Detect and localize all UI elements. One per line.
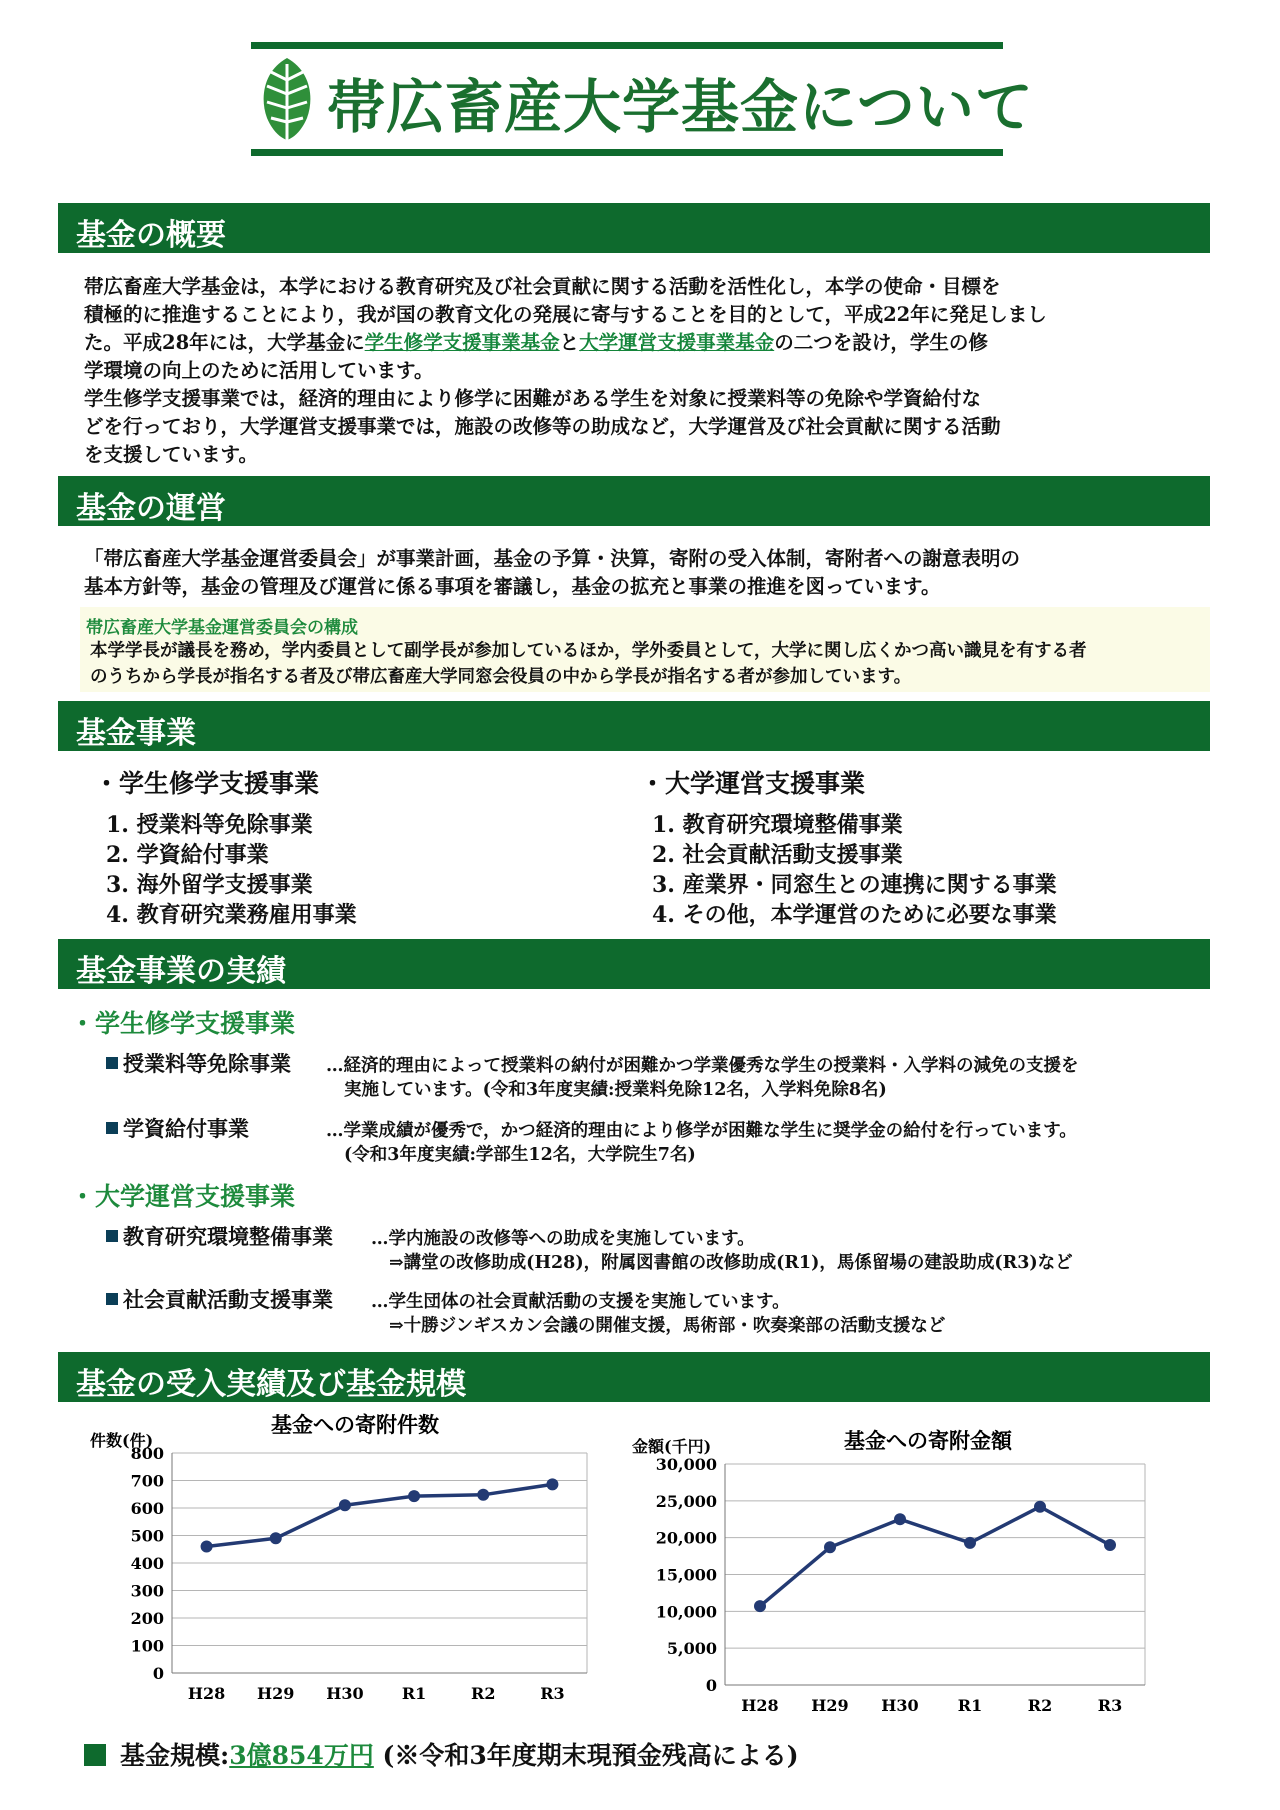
overview-line: 帯広畜産大学基金は，本学における教育研究及び社会貢献に関する活動を活性化し，本学の使命・目標を [84, 275, 1001, 298]
result-desc: …経済的理由によって授業料の納付が困難かつ学業優秀な学生の授業料・入学料の減免の支援を [326, 1056, 1079, 1076]
results-subheading-student: ・学生修学支援事業 [70, 1009, 296, 1038]
data-point [824, 1541, 836, 1553]
result-name-text: 授業料等免除事業 [123, 1051, 291, 1076]
x-tick-label: H30 [881, 1696, 919, 1715]
overview-paragraph [84, 273, 1194, 469]
student-support-column [94, 764, 614, 930]
y-tick-label: 0 [705, 1676, 717, 1695]
x-tick-label: H28 [741, 1696, 779, 1715]
donation-amount-chart [628, 1420, 1158, 1720]
fund-size-amount: 3億854万円 [229, 1741, 374, 1770]
result-name [106, 1117, 249, 1141]
result-desc: 実施しています。(令和3年度実績:授業料免除12名，入学料免除8名) [344, 1080, 887, 1100]
committee-note [80, 607, 1210, 692]
project-item: 4. その他，本学運営のために必要な事業 [652, 902, 1057, 928]
data-point [408, 1490, 420, 1502]
section-heading-projects: 基金事業 [58, 701, 1210, 751]
x-tick-label: R1 [957, 1696, 983, 1715]
student-support-heading: ・学生修学支援事業 [94, 769, 320, 798]
overview-line: 学生修学支援事業では，経済的理由により修学に困難がある学生を対象に授業料等の免除や学資給付な [84, 387, 982, 410]
management-paragraph [84, 545, 1194, 601]
result-desc: ⇒講堂の改修助成(H28)，附属図書館の改修助成(R1)，馬係留場の建設助成(R3)など [389, 1253, 1073, 1273]
management-line: 基本方針等，基金の管理及び運営に係る事項を審議し，基金の拡充と事業の推進を図っています。 [84, 575, 941, 598]
y-tick-label: 15,000 [655, 1565, 717, 1585]
result-desc: …学生団体の社会貢献活動の支援を実施しています。 [371, 1292, 790, 1312]
y-axis-label: 件数(件) [90, 1431, 154, 1450]
result-name [106, 1288, 333, 1312]
donation-count-chart [90, 1410, 610, 1700]
section-heading-results: 基金事業の実績 [58, 939, 1210, 989]
overview-line: どを行っており，大学運営支援事業では，施設の改修等の助成など，大学運営及び社会貢献に関する活動 [84, 415, 1001, 438]
title-rule-bottom [251, 149, 1003, 156]
data-point [754, 1600, 766, 1612]
overview-line [84, 329, 1194, 357]
result-desc: (令和3年度実績:学部生12名，大学院生7名) [344, 1145, 696, 1165]
overview-line: 学環境の向上のために活用しています。 [84, 359, 434, 382]
y-tick-label: 5,000 [666, 1639, 717, 1659]
student-fund-link[interactable]: 学生修学支援事業基金 [364, 331, 560, 354]
y-axis-label: 金額(千円) [632, 1437, 712, 1456]
x-tick-label: R3 [1097, 1696, 1123, 1715]
result-desc: …学内施設の改修等への助成を実施しています。 [371, 1229, 755, 1249]
data-point [1034, 1501, 1046, 1513]
project-item: 2. 学資給付事業 [106, 842, 269, 868]
result-name-text: 教育研究環境整備事業 [123, 1224, 333, 1249]
project-item: 1. 授業料等免除事業 [106, 812, 313, 838]
committee-note-line: 本学学長が議長を務め，学内委員として副学長が参加しているほか，学外委員として，大学に関し広くかつ高い識見を有する者 [90, 641, 1087, 661]
operation-support-heading: ・大学運営支援事業 [640, 769, 866, 798]
data-point [1104, 1539, 1116, 1551]
results-subheading-operation: ・大学運営支援事業 [70, 1182, 296, 1211]
overview-line: を支援しています。 [84, 443, 258, 466]
chart-title: 基金への寄附件数 [271, 1412, 439, 1437]
y-tick-label: 400 [130, 1554, 164, 1573]
data-point [894, 1513, 906, 1525]
y-tick-label: 600 [130, 1499, 164, 1518]
x-tick-label: R2 [471, 1684, 496, 1700]
committee-note-line: のうちから学長が指名する者及び帯広畜産大学同窓会役員の中から学長が指名する者が参加しています。 [90, 667, 912, 687]
y-tick-label: 100 [130, 1636, 164, 1656]
data-point [546, 1478, 558, 1490]
x-tick-label: H28 [187, 1684, 226, 1700]
series-line [207, 1484, 553, 1546]
y-tick-label: 300 [130, 1581, 164, 1601]
result-name [106, 1225, 333, 1249]
result-desc: ⇒十勝ジンギスカン会議の開催支援，馬術部・吹奏楽部の活動支援など [389, 1316, 946, 1336]
square-bullet-icon [106, 1122, 118, 1134]
result-name-text: 社会貢献活動支援事業 [123, 1287, 333, 1312]
project-item: 1. 教育研究環境整備事業 [652, 812, 903, 838]
result-name [106, 1052, 291, 1076]
square-bullet-icon [106, 1230, 118, 1242]
x-tick-label: H30 [326, 1684, 364, 1700]
data-point [339, 1499, 351, 1511]
operation-fund-link[interactable]: 大学運営支援事業基金 [579, 331, 775, 354]
x-tick-label: R1 [401, 1684, 427, 1700]
square-bullet-icon [106, 1057, 118, 1069]
title-rule-top [251, 42, 1003, 49]
management-line: 「帯広畜産大学基金運営委員会」が事業計画，基金の予算・決算，寄附の受入体制，寄附者への謝意表明の [84, 547, 1021, 570]
chart-title: 基金への寄附金額 [844, 1428, 1012, 1453]
section-heading-acceptance: 基金の受入実績及び基金規模 [58, 1352, 1210, 1402]
project-item: 3. 海外留学支援事業 [106, 872, 313, 898]
project-item: 3. 産業界・同窓生との連携に関する事業 [652, 872, 1057, 898]
committee-note-title: 帯広畜産大学基金運営委員会の構成 [86, 618, 358, 638]
x-tick-label: R3 [540, 1684, 565, 1700]
project-item: 2. 社会貢献活動支援事業 [652, 842, 903, 868]
data-point [270, 1532, 282, 1544]
y-tick-label: 0 [152, 1664, 164, 1683]
y-tick-label: 25,000 [655, 1491, 717, 1511]
y-tick-label: 10,000 [655, 1602, 717, 1622]
result-desc: …学業成績が優秀で，かつ経済的理由により修学が困難な学生に奨学金の給付を行っています。 [326, 1121, 1077, 1141]
overview-line: 積極的に推進することにより，我が国の教育文化の発展に寄与することを目的として，平成22年に発足しまし [84, 303, 1047, 326]
operation-support-column [640, 764, 1160, 930]
section-heading-overview: 基金の概要 [58, 203, 1210, 253]
data-point [201, 1541, 213, 1553]
fund-size-note: (※令和3年度期末現預金残高による) [373, 1741, 799, 1770]
x-tick-label: H29 [811, 1696, 849, 1715]
square-bullet-icon [84, 1744, 106, 1766]
x-tick-label: R2 [1027, 1696, 1053, 1715]
fund-size-label: 基金規模: [120, 1741, 230, 1770]
data-point [964, 1537, 976, 1549]
data-point [477, 1489, 489, 1501]
y-tick-label: 800 [130, 1444, 164, 1463]
result-name-text: 学資給付事業 [123, 1116, 249, 1141]
leaf-icon [257, 56, 317, 142]
y-tick-label: 500 [130, 1526, 164, 1546]
y-tick-label: 700 [130, 1471, 164, 1491]
overview-text: の二つを設け，学生の修 [774, 331, 988, 354]
x-tick-label: H29 [257, 1684, 295, 1700]
y-tick-label: 200 [130, 1609, 164, 1628]
series-line [760, 1507, 1110, 1606]
fund-size-footer [84, 1736, 799, 1772]
section-heading-management: 基金の運営 [58, 476, 1210, 526]
square-bullet-icon [106, 1293, 118, 1305]
page-title-box [251, 42, 1034, 156]
page-title: 帯広畜産大学基金について [327, 73, 1034, 141]
y-tick-label: 30,000 [655, 1455, 717, 1474]
y-tick-label: 20,000 [655, 1528, 717, 1548]
project-item: 4. 教育研究業務雇用事業 [106, 902, 357, 928]
overview-text: た。平成28年には，大学基金に [84, 331, 365, 354]
overview-text: と [559, 331, 580, 354]
